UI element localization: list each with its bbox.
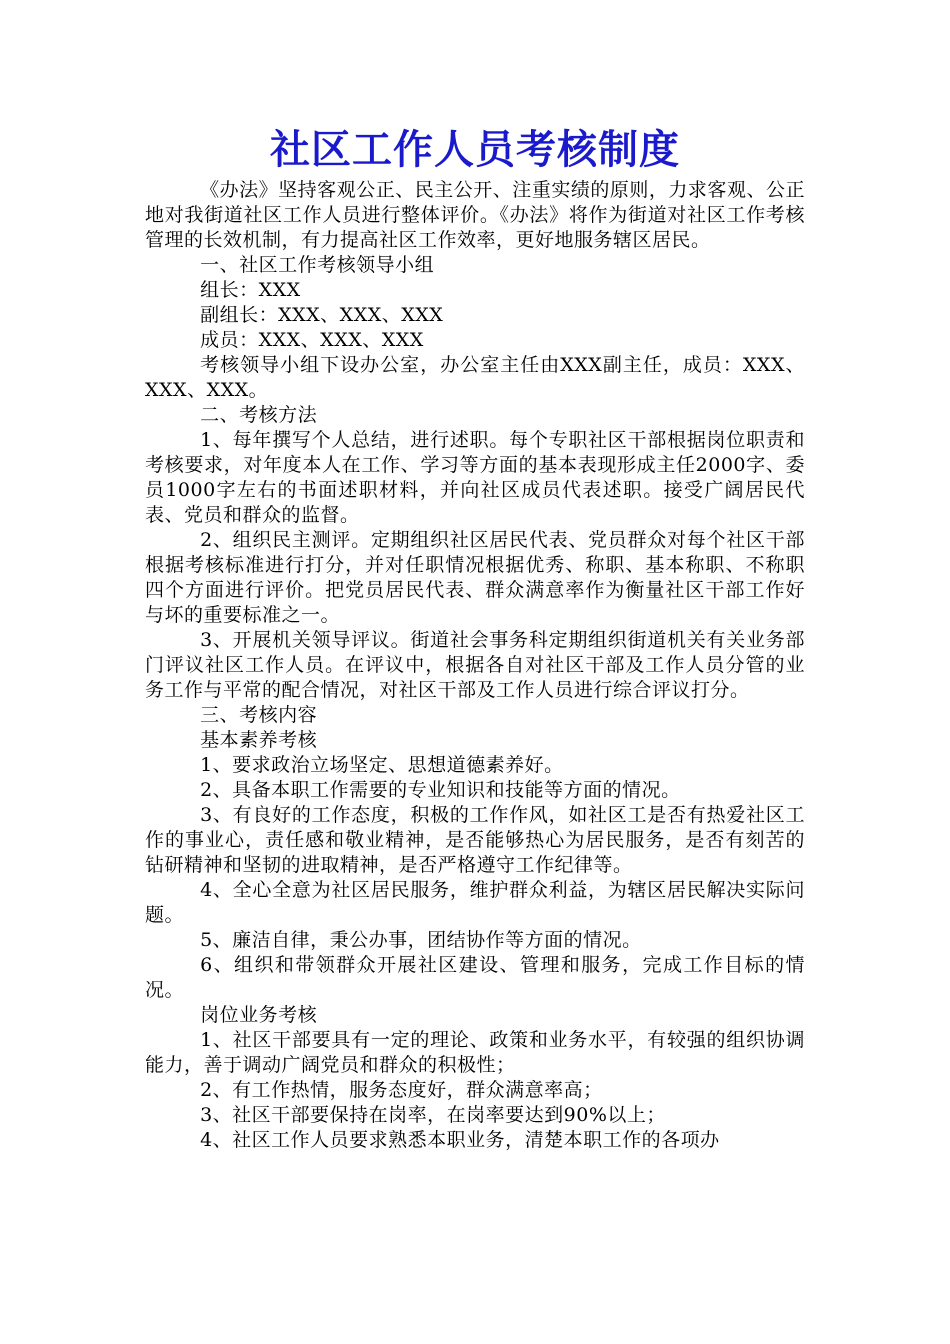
document-paragraph: 二、考核方法 [200,404,318,426]
document-paragraph: 1、要求政治立场坚定、思想道德素养好。 [200,754,564,776]
document-paragraph: 2、具备本职工作需要的专业知识和技能等方面的情况。 [200,779,681,801]
document-paragraph: 4、社区工作人员要求熟悉本职业务，清楚本职工作的各项办 [200,1129,720,1151]
document-paragraph: 3、开展机关领导评议。街道社会事务科定期组织街道机关有关业务部门评议社区工作人员。在评议中，根据各自对社区干部及工作人员分管的业务工作与平常的配合情况，对社区干部及工作人员进行综合评议打分。 [145,629,805,701]
document-paragraph: 岗位业务考核 [200,1004,318,1026]
document-paragraph: 基本素养考核 [200,729,318,751]
document-paragraph: 副组长：XXX、XXX、XXX [200,304,444,326]
document-paragraph: 1、每年撰写个人总结，进行述职。每个专职社区干部根据岗位职责和考核要求，对年度本人在工作、学习等方面的基本表现形成主任2000字、委员1000字左右的书面述职材料，并向社区成员代表述职。接受广阔居民代表、党员和群众的监督。 [145,429,805,526]
document-page [145,122,805,1153]
document-paragraph: 2、有工作热情，服务态度好，群众满意率高； [200,1079,603,1101]
document-paragraph: 6、组织和带领群众开展社区建设、管理和服务，完成工作目标的情况。 [145,954,805,1001]
document-title: 社区工作人员考核制度 [270,127,680,173]
document-paragraph: 4、全心全意为社区居民服务，维护群众利益，为辖区居民解决实际问题。 [145,879,805,926]
document-paragraph: 成员：XXX、XXX、XXX [200,329,424,351]
document-paragraph: 考核领导小组下设办公室，办公室主任由XXX副主任，成员：XXX、XXX、XXX。 [145,354,805,401]
document-paragraph: 《办法》坚持客观公正、民主公开、注重实绩的原则，力求客观、公正地对我街道社区工作人员进行整体评价。《办法》将作为街道对社区工作考核管理的长效机制，有力提高社区工作效率，更好地服务辖区居民。 [145,179,805,251]
document-paragraph: 5、廉洁自律，秉公办事，团结协作等方面的情况。 [200,929,642,951]
document-paragraph: 3、有良好的工作态度，积极的工作作风，如社区工是否有热爱社区工作的事业心，责任感和敬业精神，是否能够热心为居民服务，是否有刻苦的钻研精神和坚韧的进取精神，是否严格遵守工作纪律等。 [145,804,805,876]
document-paragraph: 2、组织民主测评。定期组织社区居民代表、党员群众对每个社区干部根据考核标准进行打分，并对任职情况根据优秀、称职、基本称职、不称职四个方面进行评价。把党员居民代表、群众满意率作为衡量社区干部工作好与坏的重要标准之一。 [145,529,805,626]
document-paragraph: 一、社区工作考核领导小组 [200,254,435,276]
document-paragraph: 组长：XXX [200,279,301,301]
document-paragraph: 3、社区干部要保持在岗率，在岗率要达到90%以上； [200,1104,666,1126]
document-paragraph: 1、社区干部要具有一定的理论、政策和业务水平，有较强的组织协调能力，善于调动广阔党员和群众的积极性； [145,1029,805,1076]
document-paragraph: 三、考核内容 [200,704,318,726]
document-body [145,178,805,1153]
